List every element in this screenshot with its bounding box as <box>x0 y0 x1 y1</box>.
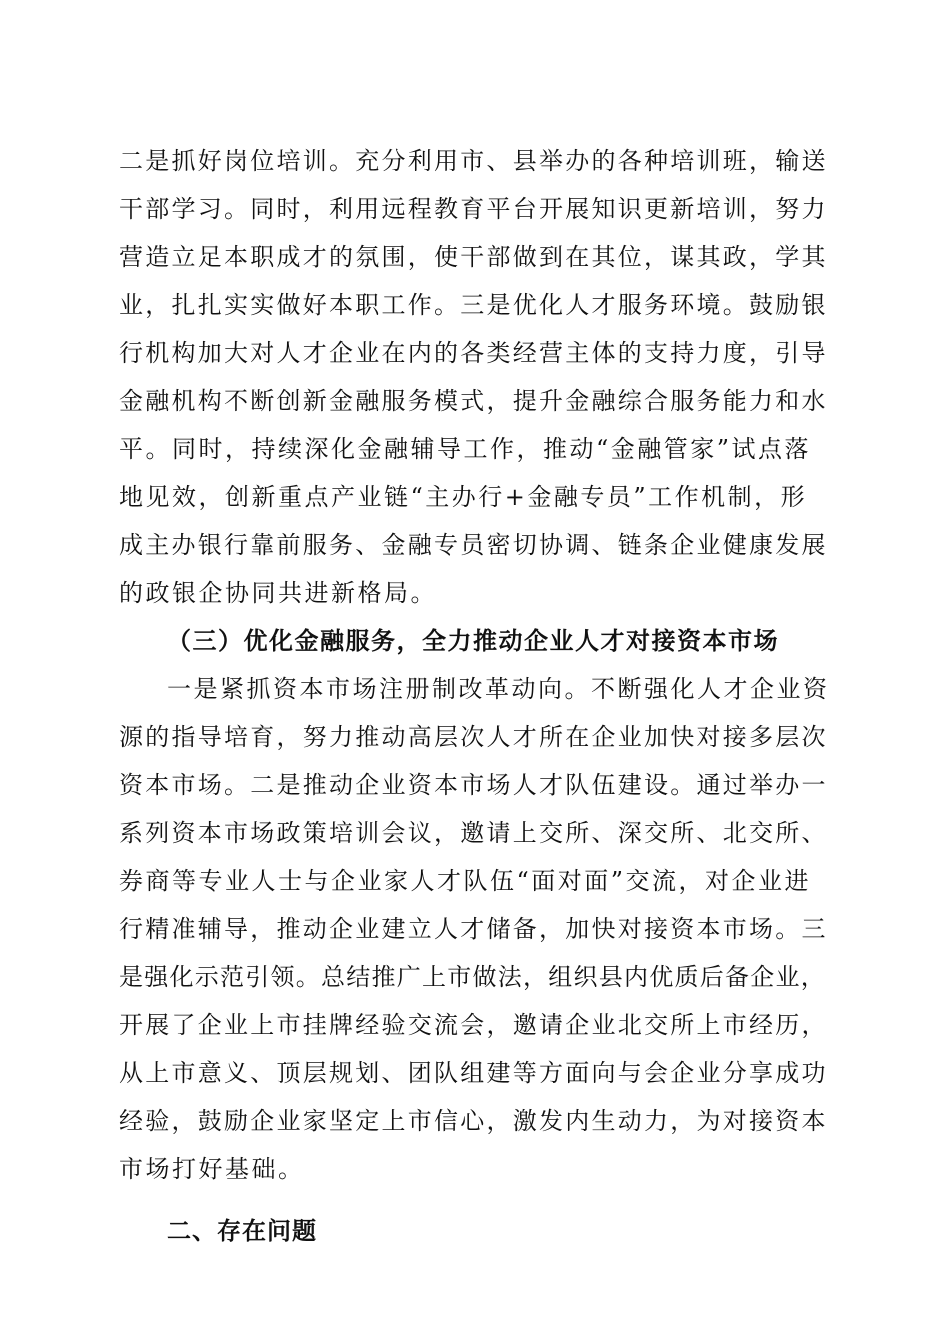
section-heading: （三）优化金融服务，全力推动企业人才对接资本市场 <box>167 627 779 655</box>
text-line: 是强化示范引领。总结推广上市做法，组织县内优质后备企业， <box>119 963 826 991</box>
paragraph-capital-market <box>119 665 831 1193</box>
text-line: 行精准辅导，推动企业建立人才储备，加快对接资本市场。三 <box>119 915 828 943</box>
text-line: 营造立足本职成才的氛围，使干部做到在其位，谋其政，学其 <box>119 243 828 271</box>
text-line: 的政银企协同共进新格局。 <box>119 579 437 607</box>
text-line: 券商等专业人士与企业家人才队伍“面对面”交流，对企业进 <box>119 867 812 895</box>
text-line: 经验，鼓励企业家坚定上市信心，激发内生动力，为对接资本 <box>119 1107 828 1135</box>
text-line: 平。同时，持续深化金融辅导工作，推动“金融管家”试点落 <box>119 435 812 463</box>
text-line: 市场打好基础。 <box>119 1155 305 1183</box>
text-line: 行机构加大对人才企业在内的各类经营主体的支持力度，引导 <box>119 339 828 367</box>
text-line: 干部学习。同时，利用远程教育平台开展知识更新培训，努力 <box>119 195 828 223</box>
text-line: 一是紧抓资本市场注册制改革动向。不断强化人才企业资 <box>167 675 830 703</box>
text-line: 开展了企业上市挂牌经验交流会，邀请企业北交所上市经历， <box>119 1011 828 1039</box>
text-line: 业，扎扎实实做好本职工作。三是优化人才服务环境。鼓励银 <box>119 291 828 319</box>
text-line: 地见效，创新重点产业链“主办行+金融专员”工作机制，形 <box>119 483 808 511</box>
text-line: 源的指导培育，努力推动高层次人才所在企业加快对接多层次 <box>119 723 828 751</box>
text-line: 成主办银行靠前服务、金融专员密切协调、链条企业健康发展 <box>119 531 828 559</box>
paragraph-talent-service <box>119 137 831 617</box>
document-body <box>119 137 831 1255</box>
text-line: 资本市场。二是推动企业资本市场人才队伍建设。通过举办一 <box>119 771 828 799</box>
text-line: 系列资本市场政策培训会议，邀请上交所、深交所、北交所、 <box>119 819 828 847</box>
chapter-heading: 二、存在问题 <box>167 1217 317 1245</box>
text-line: 二是抓好岗位培训。充分利用市、县举办的各种培训班，输送 <box>119 147 828 175</box>
text-line: 金融机构不断创新金融服务模式，提升金融综合服务能力和水 <box>119 387 828 415</box>
text-line: 从上市意义、顶层规划、团队组建等方面向与会企业分享成功 <box>119 1059 828 1087</box>
